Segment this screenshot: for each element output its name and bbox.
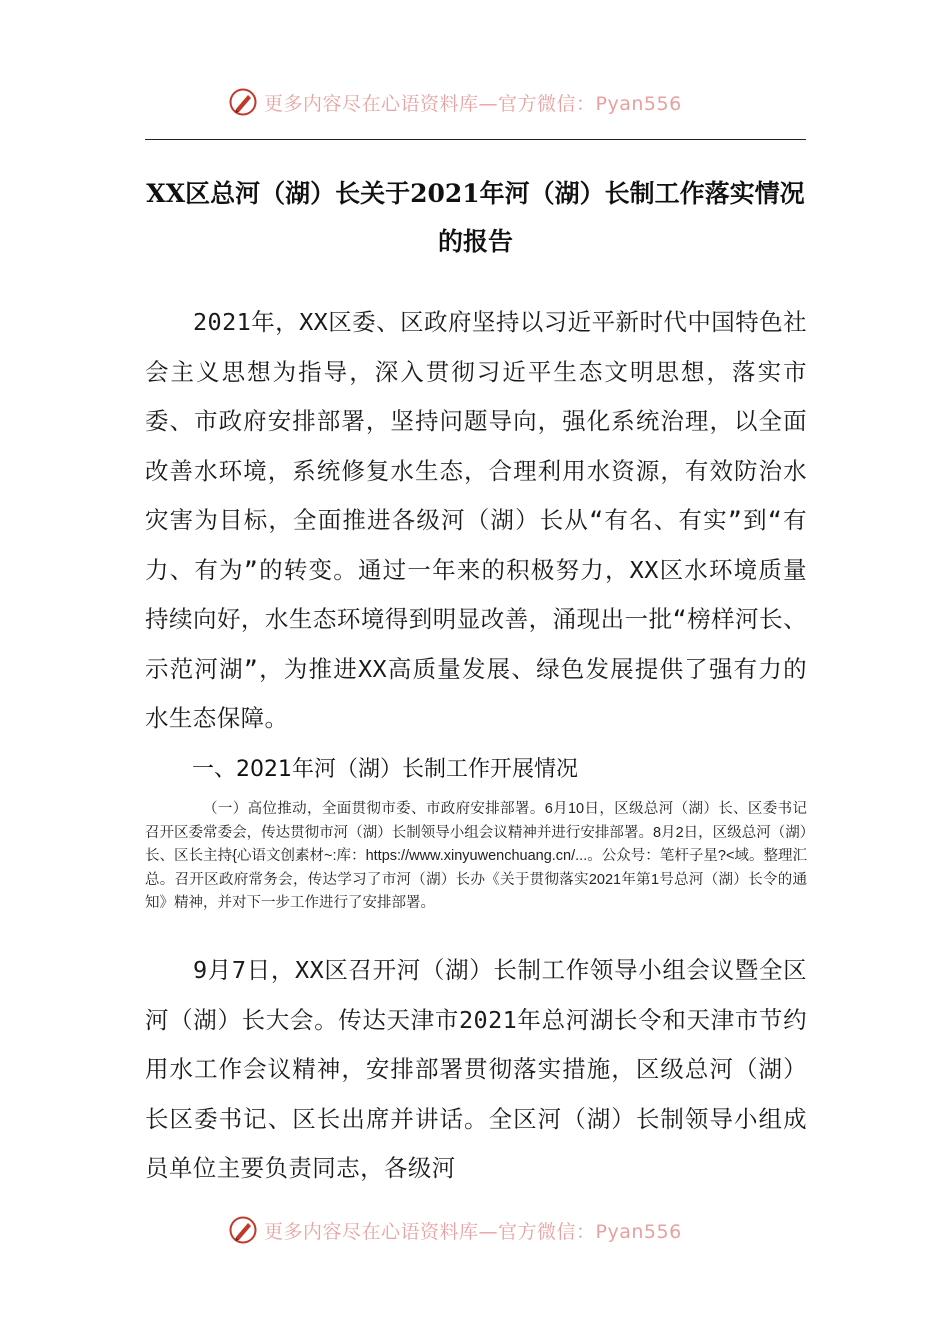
section-heading: 一、2021年河（湖）长制工作开展情况 [192, 757, 578, 782]
banner-text: 更多内容尽在心语资料库—官方微信：Pyan556 [264, 1220, 682, 1243]
pen-logo-icon [228, 87, 258, 117]
footer-watermark-banner [228, 1212, 728, 1248]
section-paragraph-small: （一）高位推动，全面贯彻市委、市政府安排部署。6月10日，区级总河（湖）长、区委书记召开区委常委会，传达贯彻市河（湖）长制领导小组会议精神并进行安排部署。8月2日，区级总河（湖）长、区长主持{心语文创素材~:库：https://www.xinyuwenchuang.cn/...。公众号：笔杆子星?<域。整理汇总。召开区政府常务会，传达学习了市河（湖）长办《关于贯彻落实2021年第1号总河（湖）长令的通知》精神，并对下一步工作进行了安排部署。 [145, 801, 807, 911]
banner-text: 更多内容尽在心语资料库—官方微信：Pyan556 [264, 92, 682, 115]
pen-logo-icon [228, 1215, 258, 1245]
header-watermark-banner [228, 84, 728, 120]
meeting-paragraph: 9月7日，XX区召开河（湖）长制工作领导小组会议暨全区河（湖）长大会。传达天津市2021年总河湖长令和天津市节约用水工作会议精神，安排部署贯彻落实措施，区级总河（湖）长区委书记、区长出席并讲话。全区河（湖）长制领导小组成员单位主要负责同志，各级河 [145, 956, 807, 1182]
header-divider [145, 139, 806, 140]
document-title: XX区总河（湖）长关于2021年河（湖）长制工作落实情况的报告 [146, 179, 805, 256]
intro-paragraph: 2021年，XX区委、区政府坚持以习近平新时代中国特色社会主义思想为指导，深入贯彻习近平生态文明思想，落实市委、市政府安排部署，坚持问题导向，强化系统治理，以全面改善水环境，系统修复水生态，合理利用水资源，有效防治水灾害为目标，全面推进各级河（湖）长从“有名、有实”到“有力、有为”的转变。通过一年来的积极努力，XX区水环境质量持续向好，水生态环境得到明显改善，涌现出一批“榜样河长、示范河湖”，为推进XX高质量发展、绿色发展提供了强有力的水生态保障。 [145, 308, 807, 732]
